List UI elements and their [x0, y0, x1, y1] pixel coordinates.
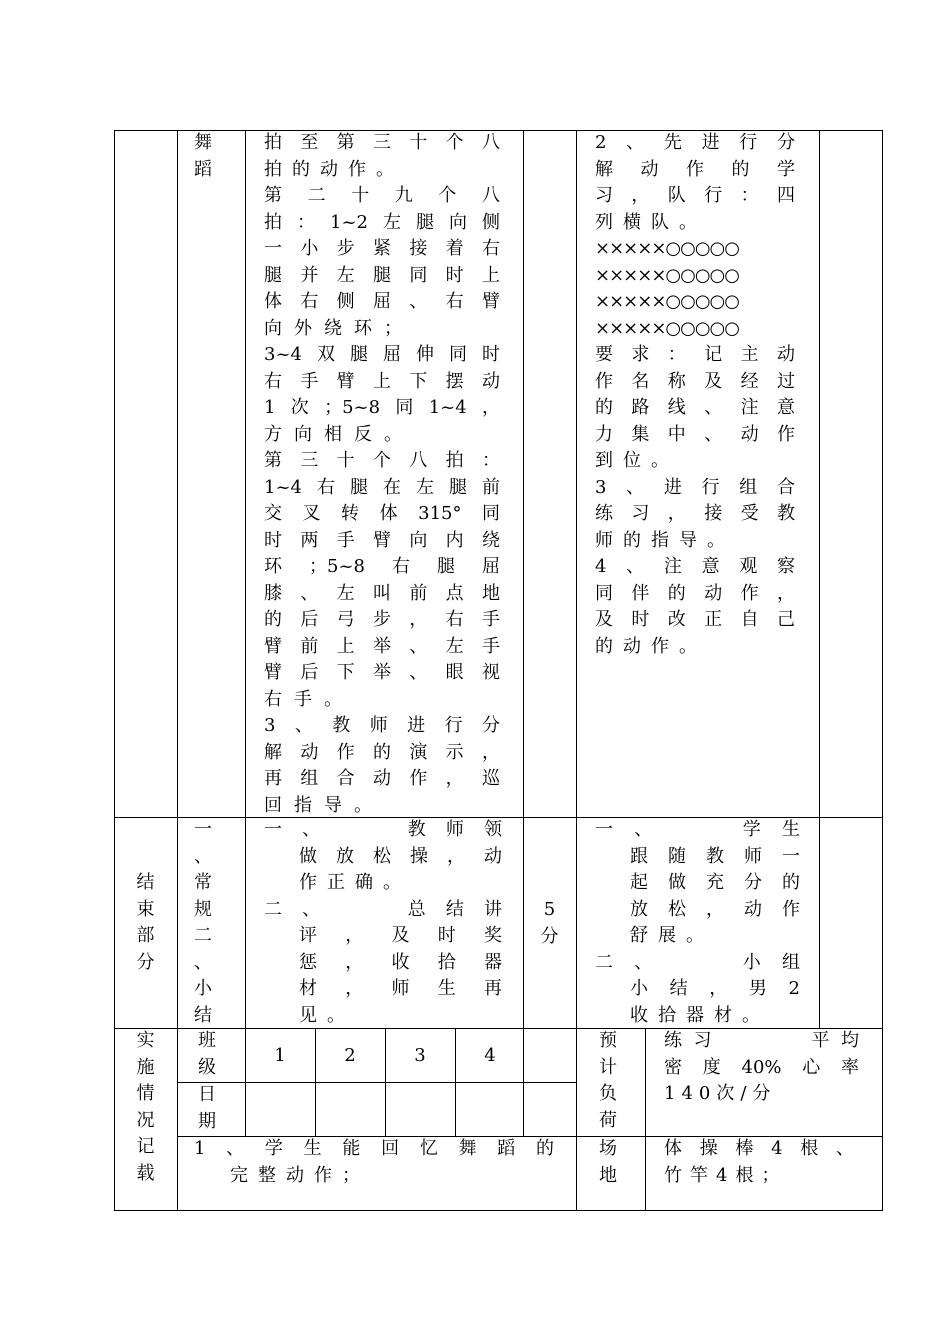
load-value-line: 密度40%心率: [664, 1056, 859, 1078]
text-line: 起做充分的: [630, 872, 800, 893]
text-line: 2、先进行分: [595, 132, 795, 153]
text-line: 作名称及经过: [595, 370, 795, 392]
load-label: [599, 1028, 629, 1134]
note-line: 1、学生能回忆舞蹈的: [194, 1138, 554, 1159]
text-line: 方向相反。: [264, 423, 414, 445]
text-line: 力集中、动作: [595, 423, 795, 445]
text-line: 拍的动作。: [264, 158, 404, 180]
text-line: 到位。: [595, 450, 679, 471]
text-line: 练习，接受教: [595, 503, 795, 524]
text-line: 一、 教师领: [264, 819, 502, 840]
text-line: 腿并左腿同时上: [264, 264, 500, 286]
text-line: 及时改正自己: [595, 609, 795, 630]
text-line: 1次；5~8同1~4，: [264, 397, 500, 418]
formation-line: ×××××○○○○○: [595, 238, 739, 259]
load-label-line: 负: [599, 1083, 617, 1104]
content-label-line: 、: [194, 845, 212, 867]
venue-equipment: [664, 1136, 854, 1189]
time-line: 5: [543, 899, 556, 920]
text-line: 要求：记主动: [595, 344, 795, 365]
content-label-line: 小: [194, 978, 212, 999]
class-number-1: 1: [274, 1045, 286, 1066]
part-label-line: 分: [136, 951, 155, 973]
text-line: 体右侧屈、右臂: [264, 291, 500, 312]
text-line: 再组合动作，巡: [264, 768, 500, 789]
text-line: 放松，动作: [630, 898, 800, 920]
load-col-divider: [645, 1028, 646, 1211]
col-divider-3: [523, 130, 524, 1137]
text-line: 评，及时奖: [299, 925, 502, 946]
record-title-line: 施: [136, 1056, 155, 1078]
class-number-4: 4: [484, 1045, 496, 1066]
text-line: 第二十九个八: [264, 185, 500, 206]
content-label-line: 结: [194, 1004, 212, 1026]
record-title-line: 情: [136, 1083, 155, 1104]
text-line: 舒展。: [630, 925, 714, 946]
text-line: 作正确。: [299, 872, 411, 893]
content-label-line: 二: [194, 925, 212, 946]
text-line: 做放松操，动: [299, 845, 502, 867]
text-line: 环；5~8右腿屈: [264, 556, 500, 577]
record-title-line: 记: [136, 1136, 155, 1157]
ending-part-label: [114, 870, 177, 976]
time-line: 分: [540, 925, 559, 947]
text-line: 材，师生再: [299, 978, 502, 999]
text-line: 右手。: [264, 688, 354, 710]
content-label-line: 规: [194, 898, 212, 920]
venue-line: 体操棒4根、: [664, 1138, 854, 1159]
text-line: 右手臂上下摆动: [264, 370, 500, 392]
part-label-line: 部: [136, 925, 155, 946]
text-line: 习，队行：四: [595, 185, 795, 206]
text-line: 跟随教师一: [630, 845, 800, 867]
load-label-line: 预: [599, 1030, 617, 1051]
text-line: 1~4右腿在左腿前: [264, 476, 500, 498]
date-label-line: 期: [198, 1110, 216, 1132]
load-value-line: 140次/分: [664, 1083, 777, 1104]
student-activity-text: [595, 130, 795, 660]
content-label-line: 常: [194, 872, 212, 893]
text-line: 4、注意观察: [595, 556, 795, 577]
text-line: 惩，收拾器: [299, 951, 502, 973]
ending-time: [523, 897, 576, 950]
content-label-line: 、: [194, 951, 212, 973]
text-line: 的路线、注意: [595, 397, 795, 418]
text-line: 臂后下举、眼视: [264, 662, 500, 683]
teacher-activity-text: [264, 130, 500, 819]
part-label-line: 束: [136, 898, 155, 920]
table-border-bottom: [114, 1210, 883, 1211]
load-label-line: 计: [599, 1056, 617, 1078]
class-label-line: 级: [198, 1056, 216, 1078]
date-label-line: 日: [198, 1084, 216, 1105]
class-label-line: 班: [198, 1030, 216, 1051]
col-divider-4: [576, 130, 577, 1211]
col-divider-1: [177, 130, 178, 1211]
record-title-line: 实: [136, 1030, 155, 1051]
text-line: 第三十个八拍：: [264, 450, 500, 471]
text-line: 二、 总结讲: [264, 898, 502, 920]
text-line: 3、进行组合: [595, 476, 795, 498]
col-divider-5: [819, 130, 820, 1029]
ending-student-text: [595, 817, 800, 1029]
text-line: 一、 学生: [595, 819, 800, 840]
formation-line: ×××××○○○○○: [595, 291, 739, 312]
formation-line: ×××××○○○○○: [595, 317, 739, 339]
text-line: 臂前上举、左手: [264, 635, 500, 657]
record-title-line: 况: [136, 1109, 155, 1131]
text-line: 3~4双腿屈伸同时: [264, 344, 500, 365]
col-divider-2: [245, 130, 246, 1137]
part-label-line: 结: [136, 872, 155, 893]
text-line: 解动作的学: [595, 158, 795, 180]
text-line: 交叉转体315°同: [264, 503, 500, 524]
note-line: 完整动作；: [230, 1164, 370, 1186]
text-line: 拍：1~2左腿向侧: [264, 211, 500, 233]
text-line: 拍至第三十个八: [264, 132, 500, 153]
class-label: [198, 1028, 238, 1081]
table-border-right: [882, 130, 883, 1211]
record-title-line: 载: [136, 1162, 155, 1184]
ending-content-label: [194, 817, 234, 1029]
text-line: 列横队。: [595, 211, 707, 233]
formation-line: ×××××○○○○○: [595, 264, 739, 286]
date-label: [198, 1082, 238, 1135]
text-line: 向外绕环；: [264, 317, 414, 339]
text-line: 见。: [299, 1004, 355, 1026]
venue-label-line: 地: [599, 1164, 617, 1186]
venue-line: 竹竿4根；: [664, 1164, 788, 1186]
load-value-line: 练习 平均: [664, 1030, 859, 1051]
text-line: 3、教师进行分: [264, 715, 500, 736]
text-line: 解动作的演示，: [264, 741, 500, 763]
dance-label-line: 蹈: [194, 158, 212, 180]
text-line: 同伴的动作，: [595, 582, 795, 604]
venue-label: [599, 1136, 629, 1189]
implementation-notes: [194, 1136, 554, 1189]
text-line: 二、 小组: [595, 951, 800, 973]
text-line: 师的指导。: [595, 529, 735, 551]
dance-label: [194, 130, 224, 183]
dance-label-line: 舞: [194, 132, 212, 153]
content-label-line: 一: [194, 819, 212, 840]
ending-teacher-text: [264, 817, 502, 1029]
text-line: 回指导。: [264, 794, 384, 816]
text-line: 小结，男2: [630, 978, 800, 999]
text-line: 一小步紧接着右: [264, 238, 500, 259]
load-label-line: 荷: [599, 1109, 617, 1131]
class-number-3: 3: [414, 1045, 426, 1066]
text-line: 的动作。: [595, 635, 707, 657]
class-number-2: 2: [344, 1045, 356, 1066]
text-line: 的后弓步，右手: [264, 609, 500, 630]
load-value: [664, 1028, 859, 1108]
record-title: [114, 1028, 177, 1187]
text-line: 时两手臂向内绕: [264, 529, 500, 551]
text-line: 收拾器材。: [630, 1004, 770, 1026]
venue-label-line: 场: [599, 1138, 617, 1159]
text-line: 膝、左叫前点地: [264, 582, 500, 604]
